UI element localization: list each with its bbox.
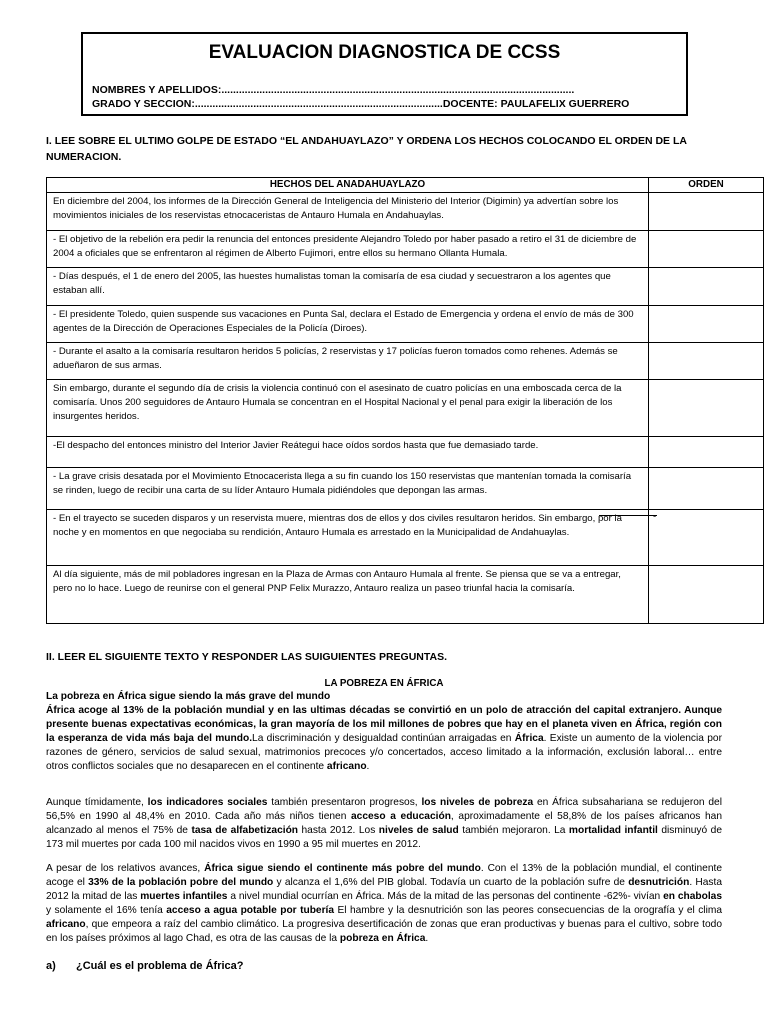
p2-text: , aproximadamente el 58,8% de los países africanos han alcanzado al menos el 75% de: [46, 811, 722, 836]
order-cell[interactable]: [649, 193, 764, 231]
p3-bold: muertes infantiles: [140, 891, 228, 902]
article-title: LA POBREZA EN ÁFRICA: [324, 678, 444, 689]
table-row: [47, 268, 764, 306]
p3-text: , que empeora a raíz del cambio climático. La progresiva desertificación de zonas que eran productivas y buenas para el cultivo, sobre todo en los países próximos al lago Chad, es otra de las causas de la: [46, 919, 722, 944]
p3-text: .: [425, 933, 429, 944]
p1-end: .: [366, 761, 370, 772]
subtitle-text: La pobreza en África sigue siendo la más grave del mundo: [46, 691, 331, 702]
p3-bold: africano: [46, 919, 86, 930]
table-row: [47, 306, 764, 343]
order-cell[interactable]: -: [649, 510, 764, 566]
p3-text: . Con el 13% de la población mundial, el continente acoge el: [46, 863, 722, 888]
p2-bold: los niveles de pobreza: [421, 797, 534, 808]
exam-title: EVALUACION DIAGNOSTICA DE CCSS: [208, 42, 561, 63]
table-row: [47, 343, 764, 380]
fact-cell: - La grave crisis desatada por el Movimiento Etnocacerista llega a su fin cuando los 150 reservistas que mantenían tomada la comisaría se rinden, luego de recibir una carta de su líder Antauro Humala pidiéndoles que depongan las armas.: [47, 468, 649, 510]
order-cell[interactable]: [649, 306, 764, 343]
answer-underline: [599, 515, 657, 516]
fact-cell: -El despacho del entonces ministro del Interior Javier Reátegui hace oídos sordos hasta que fue demasiado tarde.: [47, 437, 649, 468]
p2-bold: tasa de alfabetización: [191, 825, 299, 836]
order-column-header: ORDEN: [649, 178, 764, 193]
paragraph-1: [46, 704, 722, 774]
p3-bold: 33% de la población pobre del mundo: [88, 877, 274, 888]
order-cell[interactable]: [649, 468, 764, 510]
p2-text: disminuyó de 173 mil muertes por cada 100 mil nacidos vivos en 1990 a 95 mil muertes en 2012.: [46, 825, 722, 850]
p3-bold: en chabolas: [663, 891, 722, 902]
p3-text: El hambre y la desnutrición son las peores consecuencias de la orografía y el clima: [334, 905, 722, 916]
table-row: [47, 193, 764, 231]
facts-table-header-row: [47, 178, 764, 193]
order-cell[interactable]: [649, 231, 764, 268]
section-2-heading: II. LEER EL SIGUIENTE TEXTO Y RESPONDER LAS SUIGUIENTES PREGUNTAS.: [46, 651, 448, 663]
table-row: [47, 468, 764, 510]
p3-text: a nivel mundial ocurrían en África. Más de la mitad de las personas del continente -62%- vivían: [227, 891, 664, 902]
p2-text: también mejoraron. La: [458, 825, 569, 836]
fact-cell: - Durante el asalto a la comisaría resultaron heridos 5 policías, 2 reservistas y 17 policías fueron tomados como rehenes. Además se adueñaron de sus armas.: [47, 343, 649, 380]
paragraph-3: [46, 862, 722, 946]
p1-bold-africa: África: [514, 733, 544, 744]
student-name-line: NOMBRES Y APELLIDOS:.........................................................................................................................: [92, 84, 575, 96]
p1-bold-africano: africano: [326, 761, 367, 772]
paragraph-2: [46, 796, 722, 852]
exam-header-box: [81, 32, 688, 116]
p3-bold: pobreza en África: [339, 933, 426, 944]
p2-text: Aunque tímidamente,: [46, 797, 148, 808]
p2-text: también presentaron progresos,: [267, 797, 422, 808]
order-cell[interactable]: [649, 268, 764, 306]
p2-bold: los indicadores sociales: [147, 797, 268, 808]
order-cell[interactable]: [649, 437, 764, 468]
p3-text: y alcanza el 1,6% del PIB global. Todavía un cuarto de la población sufre de: [273, 877, 629, 888]
p1-text-a: La discriminación y desigualdad continúan arraigadas en: [252, 733, 515, 744]
table-row: [47, 380, 764, 437]
p3-bold: África sigue siendo el continente más pobre del mundo: [204, 863, 481, 874]
p2-text: hasta 2012. Los: [298, 825, 379, 836]
question-a-text: ¿Cuál es el problema de África?: [76, 960, 244, 972]
table-row: [47, 510, 764, 566]
p2-bold: niveles de salud: [378, 825, 459, 836]
table-row: [47, 231, 764, 268]
section-1-heading: I. LEE SOBRE EL ULTIMO GOLPE DE ESTADO “EL ANDAHUAYLAZO” Y ORDENA LOS HECHOS COLOCANDO EL ORDEN DE LA NUMERACION.: [46, 135, 687, 163]
article-subtitle: [46, 690, 722, 704]
p3-bold: acceso a agua potable por tubería: [166, 905, 335, 916]
facts-column-header: HECHOS DEL ANADAHUAYLAZO: [47, 178, 649, 193]
fact-cell: En diciembre del 2004, los informes de la Dirección General de Inteligencia del Ministerio del Interior (Digimin) ya advertían sobre los movimientos iniciales de los reservistas etnocaceristas de Antauro Humala en Andahuaylas.: [47, 193, 649, 231]
p2-text: en África subsahariana se redujeron del 56,5% en 1990 al 48,4% en 2010. Cada año más niños tienen: [46, 797, 722, 822]
fact-cell: Sin embargo, durante el segundo día de crisis la violencia continuó con el asesinato de cuatro policías en una emboscada cerca de la comisaría. Unos 200 seguidores de Antauro Humala se concentran en el Hospital Nacional y el penal para exigir la liberación de los insurgentes heridos.: [47, 380, 649, 437]
fact-cell: - El objetivo de la rebelión era pedir la renuncia del entonces presidente Alejandro Toledo por haber pasado a retiro el 31 de diciembre de 2004 a oficiales que se enfrentaron al régimen de Alberto Fujimori, entre ellos su hermano Ollanta Humala.: [47, 231, 649, 268]
p1-bold-text: África acoge al 13% de la población mundial y en las ultimas décadas se convirtió en un polo de atracción del capital extranjero. Aunque presente buenas expectativas económicas, la gran mayoría de los mil millones de pobres que hay en el planeta viven en África, región con la esperanza de vida más baja del mundo.: [46, 705, 722, 744]
question-a-label: a): [46, 960, 56, 972]
p2-bold: acceso a educación: [351, 811, 451, 822]
facts-table: [46, 177, 764, 624]
order-cell[interactable]: [649, 343, 764, 380]
p3-text: A pesar de los relativos avances,: [46, 863, 205, 874]
question-a: [46, 960, 244, 972]
grade-teacher-line: GRADO Y SECCION:.....................................................................................DOCENTE: PAULAFELIX GUERRERO: [92, 98, 630, 110]
p3-bold: desnutrición: [628, 877, 690, 888]
table-row: [47, 437, 764, 468]
fact-cell: - El presidente Toledo, quien suspende sus vacaciones en Punta Sal, declara el Estado de Emergencia y ordena el envío de más de 300 agentes de la Dirección de Operaciones Especiales de la Policía (Diroes).: [47, 306, 649, 343]
fact-cell: Al día siguiente, más de mil pobladores ingresan en la Plaza de Armas con Antauro Humala al frente. Se piensa que se va a entregar, pero no lo hace. Luego de reunirse con el general PNP Felix Murazzo, Antauro realiza un paseo triunfal hacia la comisaría.: [47, 566, 649, 624]
p1-text-b: . Existe un aumento de la violencia por razones de género, servicios de salud sexual, matrimonios precoces y/o concertados, acceso limitado a la información, exclusión laboral… entre otros conflictos sociales que no desaparecen en el continente: [46, 733, 722, 772]
fact-cell: - En el trayecto se suceden disparos y un reservista muere, mientras dos de ellos y dos civiles resultaron heridos. Sin embargo, por la noche y en momentos en que negociaba su rendición, Antauro Humala es arrestado en la Municipalidad de Andahuaylas.: [47, 510, 649, 566]
p3-text: . Hasta 2012 la mitad de las: [46, 877, 722, 902]
table-row: [47, 566, 764, 624]
p2-bold: mortalidad infantil: [568, 825, 658, 836]
order-cell[interactable]: [649, 380, 764, 437]
p3-text: y solamente el 16% tenía: [46, 905, 167, 916]
fact-cell: - Días después, el 1 de enero del 2005, las huestes humalistas toman la comisaría de esa ciudad y secuestraron a los agentes que estaban allí.: [47, 268, 649, 306]
order-cell[interactable]: [649, 566, 764, 624]
